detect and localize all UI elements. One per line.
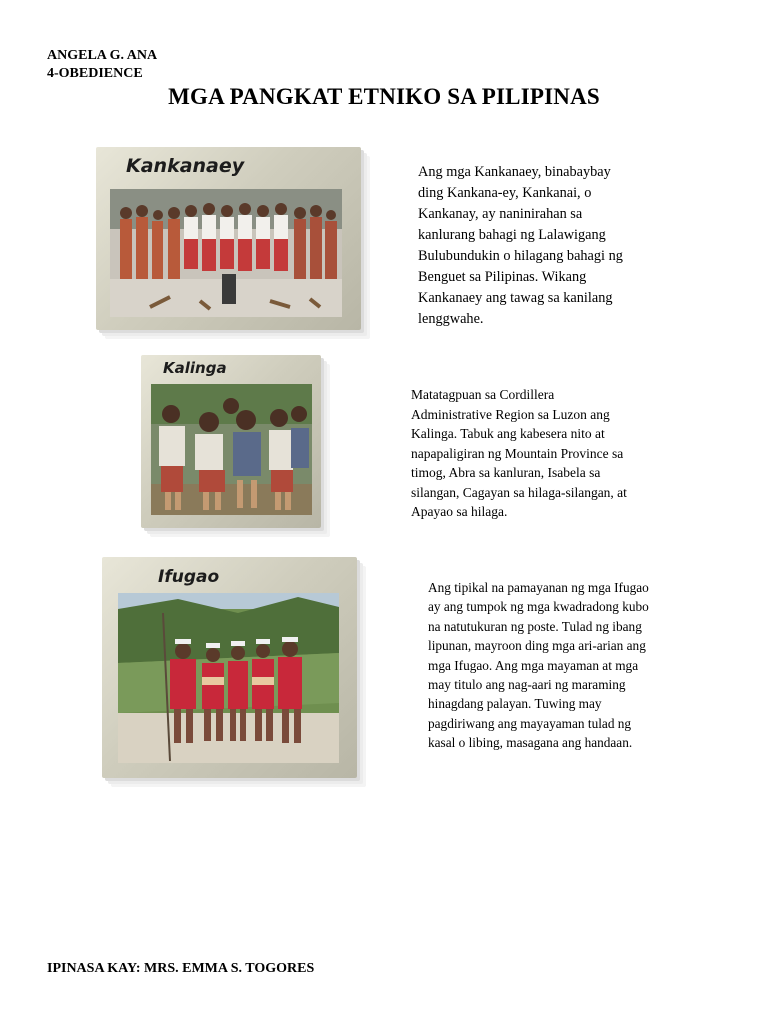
text-line: napapaligiran ng Mountain Province sa: [411, 445, 624, 461]
text-line: Administrative Region sa Luzon ang: [411, 406, 610, 422]
kankanaey-label: Kankanaey: [126, 155, 245, 177]
kalinga-photo: [151, 384, 312, 515]
text-line: Kalinga. Tabuk ang kabesera nito at: [411, 426, 605, 441]
text-line: lipunan, mayroon ding mga ari-arian ang: [428, 638, 646, 654]
text-line: silangan, Cagayan sa hilaga-silangan, at: [411, 484, 627, 500]
kankanaey-photo: [110, 189, 342, 317]
author-section: 4-OBEDIENCE: [47, 66, 143, 81]
kalinga-label: Kalinga: [163, 359, 227, 377]
page-title: MGA PANGKAT ETNIKO SA PILIPINAS: [168, 84, 600, 109]
text-line: Kankanaey ang tawag sa kanilang: [418, 290, 613, 306]
ifugao-card: [102, 557, 357, 778]
author-block: [47, 47, 157, 83]
text-line: Matatagpuan sa Cordillera: [411, 387, 555, 402]
text-line: Ang tipikal na pamayanan ng mga Ifugao: [428, 580, 649, 595]
text-line: timog, Abra sa kanluran, Isabela sa: [411, 465, 601, 480]
text-line: mga Ifugao. Ang mga mayaman at mga: [428, 657, 639, 673]
text-line: may titulo ang nag-aari ng maraming: [428, 677, 626, 693]
text-line: Ang mga Kankanaey, binabaybay: [418, 164, 611, 180]
ifugao-paragraph: [428, 578, 728, 753]
text-line: hinagdang palayan. Tuwing may: [428, 696, 602, 712]
text-line: lenggwahe.: [418, 311, 484, 327]
text-line: kasal o libing, masagana ang handaan.: [428, 735, 633, 751]
text-line: ay ang tumpok ng mga kwadradong kubo: [428, 599, 649, 615]
text-line: Apayao sa hilaga.: [411, 504, 508, 519]
footer-teacher: IPINASA KAY: MRS. EMMA S. TOGORES: [47, 961, 315, 976]
text-line: Kankanay, ay naninirahan sa: [418, 206, 583, 222]
text-line: kanlurang bahagi ng Lalawigang: [418, 227, 606, 243]
text-line: pagdiriwang ang mayayaman tulad ng: [428, 715, 632, 731]
text-line: na natutukuran ng poste. Tulad ng ibang: [428, 618, 642, 634]
kalinga-paragraph: [411, 385, 711, 522]
kalinga-card: [141, 355, 321, 528]
text-line: ding Kankana-ey, Kankanai, o: [418, 185, 592, 201]
ifugao-label: Ifugao: [158, 567, 220, 587]
text-line: Bulubundukin o hilagang bahagi ng: [418, 248, 623, 264]
kankanaey-card: [96, 147, 361, 330]
kankanaey-paragraph: [418, 162, 718, 330]
author-name: ANGELA G. ANA: [47, 48, 158, 63]
ifugao-photo: [118, 593, 339, 763]
text-line: Benguet sa Pilipinas. Wikang: [418, 269, 587, 285]
